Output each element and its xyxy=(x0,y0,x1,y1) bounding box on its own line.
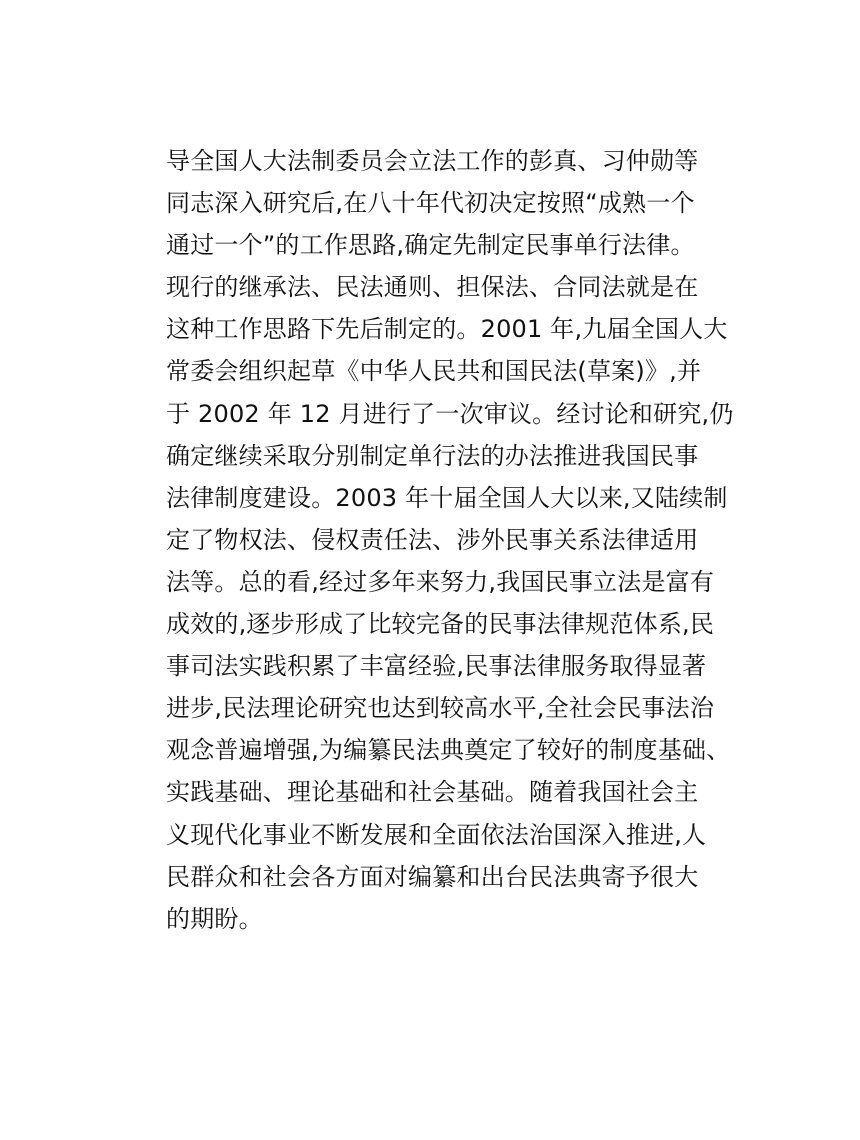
text-line: 常委会组织起草《中华人民共和国民法(草案)》,并 xyxy=(166,357,702,386)
text-line: 成效的,逐步形成了比较完备的民事法律规范体系,民 xyxy=(166,610,715,639)
text-line: 民群众和社会各方面对编纂和出台民法典寄予很大 xyxy=(166,862,699,891)
text-line: 法等。总的看,经过多年来努力,我国民事立法是富有 xyxy=(166,567,715,596)
text-line: 导全国人大法制委员会立法工作的彭真、习仲勋等 xyxy=(166,147,699,175)
text-line: 义现代化事业不断发展和全面依法治国深入推进,人 xyxy=(166,820,707,849)
text-line: 确定继续采取分别制定单行法的办法推进我国民事 xyxy=(166,441,699,470)
text-line: 的期盼。 xyxy=(166,904,263,933)
text-line: 观念普遍增强,为编纂民法典奠定了较好的制度基础、 xyxy=(166,736,731,765)
body-paragraph xyxy=(166,140,734,940)
text-line: 这种工作思路下先后制定的。2001 年,九届全国人大 xyxy=(166,315,728,344)
text-line: 同志深入研究后,在八十年代初决定按照“成熟一个 xyxy=(166,189,695,218)
text-line: 进步,民法理论研究也达到较高水平,全社会民事法治 xyxy=(166,694,715,723)
text-line: 通过一个”的工作思路,确定先制定民事单行法律。 xyxy=(166,231,695,260)
text-line: 事司法实践积累了丰富经验,民事法律服务取得显著 xyxy=(166,652,707,681)
text-line: 实践基础、理论基础和社会基础。随着我国社会主 xyxy=(166,778,699,807)
text-line: 于 2002 年 12 月进行了一次审议。经讨论和研究,仍 xyxy=(166,399,734,428)
text-line: 定了物权法、侵权责任法、涉外民事关系法律适用 xyxy=(166,525,699,554)
text-line: 现行的继承法、民法通则、担保法、合同法就是在 xyxy=(166,273,699,302)
text-line: 法律制度建设。2003 年十届全国人大以来,又陆续制 xyxy=(166,483,728,512)
